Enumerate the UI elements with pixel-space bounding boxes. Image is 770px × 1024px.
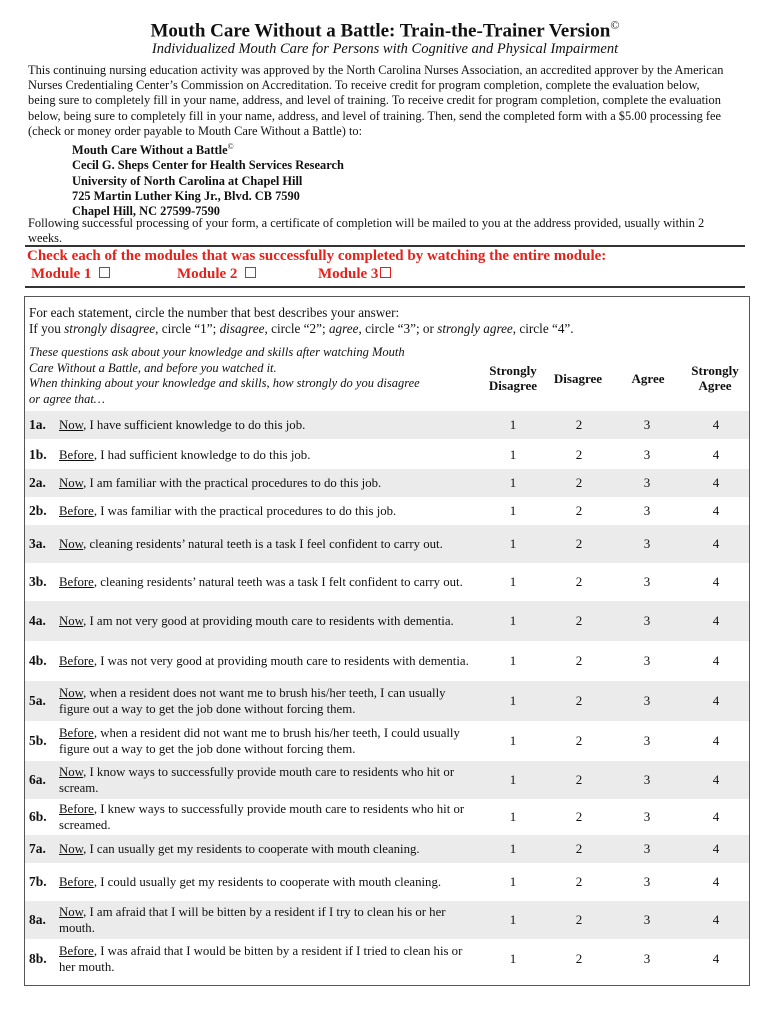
module-2-checkbox[interactable]: Module 2 xyxy=(177,266,256,283)
question-statement: Now, I am afraid that I will be bitten by a resident if I try to clean his or her mouth. xyxy=(59,905,446,935)
rating-option-4[interactable]: 4 xyxy=(712,475,720,490)
rating-option-3[interactable]: 3 xyxy=(643,536,651,551)
rating-option-3[interactable]: 3 xyxy=(643,613,651,628)
question-statement: Before, I was afraid that I would be bitten by a resident if I tried to clean his or her mouth. xyxy=(59,944,463,974)
question-number: 3a. xyxy=(29,536,46,551)
intro-line: being sure to completely fill in your name, address, and level of training. To receive credit for program completion, complete the evaluation xyxy=(28,93,721,108)
question-number: 7b. xyxy=(29,874,47,889)
rating-option-3[interactable]: 3 xyxy=(643,912,651,927)
question-number: 7a. xyxy=(29,841,46,856)
question-number: 1a. xyxy=(29,417,46,432)
rating-option-3[interactable]: 3 xyxy=(643,772,651,787)
question-statement: Before, I had sufficient knowledge to do this job. xyxy=(59,448,311,462)
rating-option-2[interactable]: 2 xyxy=(575,809,583,824)
table-row xyxy=(25,939,749,979)
rating-option-3[interactable]: 3 xyxy=(643,693,651,708)
question-header: These questions ask about your knowledge and skills after watching Mouth Care Without a Battle, and before you watched it. When thinking about your knowledge and skills, how strongly do you disagree or agree that… xyxy=(29,345,420,406)
question-number: 4a. xyxy=(29,613,46,628)
rating-option-3[interactable]: 3 xyxy=(643,475,651,490)
checkbox-icon xyxy=(245,267,256,278)
page-title: Mouth Care Without a Battle: Train-the-Trainer Version© xyxy=(150,18,620,42)
table-row xyxy=(25,601,749,641)
table-row xyxy=(25,441,749,469)
rating-option-4[interactable]: 4 xyxy=(712,503,720,518)
rating-option-1[interactable]: 1 xyxy=(509,772,517,787)
rating-option-2[interactable]: 2 xyxy=(575,475,583,490)
question-number: 5a. xyxy=(29,693,46,708)
rating-option-3[interactable]: 3 xyxy=(643,841,651,856)
address-line: Chapel Hill, NC 27599-7590 xyxy=(72,203,221,218)
rating-option-4[interactable]: 4 xyxy=(712,809,720,824)
checkbox-icon xyxy=(99,267,110,278)
rating-option-3[interactable]: 3 xyxy=(643,417,651,432)
rating-option-4[interactable]: 4 xyxy=(712,951,720,966)
table-row xyxy=(25,901,749,939)
rating-option-2[interactable]: 2 xyxy=(575,613,583,628)
rating-option-1[interactable]: 1 xyxy=(509,693,517,708)
rating-option-2[interactable]: 2 xyxy=(575,951,583,966)
question-statement: Before, cleaning residents’ natural teeth was a task I felt confident to carry out. xyxy=(59,575,463,589)
module-3-checkbox[interactable]: Module 3 xyxy=(318,266,391,283)
question-number: 2a. xyxy=(29,475,46,490)
rating-option-1[interactable]: 1 xyxy=(509,809,517,824)
question-statement: Now, I am not very good at providing mouth care to residents with dementia. xyxy=(59,614,454,628)
question-statement: Now, I have sufficient knowledge to do this job. xyxy=(59,418,306,432)
checkbox-icon xyxy=(380,267,391,278)
table-row xyxy=(25,411,749,439)
column-header-strongly-agree: Strongly Agree xyxy=(691,363,739,393)
intro-line: (check or money order payable to Mouth Care Without a Battle) to: xyxy=(28,123,363,138)
question-number: 8b. xyxy=(29,951,47,966)
column-header-disagree: Disagree xyxy=(553,371,603,386)
rating-option-1[interactable]: 1 xyxy=(509,503,517,518)
rating-option-2[interactable]: 2 xyxy=(575,841,583,856)
question-number: 1b. xyxy=(29,447,47,462)
address-line: 725 Martin Luther King Jr., Blvd. CB 7590 xyxy=(72,188,300,203)
rating-option-4[interactable]: 4 xyxy=(712,772,720,787)
rating-option-2[interactable]: 2 xyxy=(575,574,583,589)
rating-option-2[interactable]: 2 xyxy=(575,693,583,708)
rating-option-4[interactable]: 4 xyxy=(712,874,720,889)
question-statement: Now, I am familiar with the practical procedures to do this job. xyxy=(59,476,382,490)
rating-option-1[interactable]: 1 xyxy=(509,733,517,748)
rating-option-2[interactable]: 2 xyxy=(575,772,583,787)
survey-table xyxy=(24,296,750,986)
divider xyxy=(25,245,745,247)
intro-paragraph xyxy=(28,63,748,139)
rating-option-2[interactable]: 2 xyxy=(575,653,583,668)
rating-option-1[interactable]: 1 xyxy=(509,447,517,462)
rating-option-3[interactable]: 3 xyxy=(643,574,651,589)
question-statement: Before, I was not very good at providing mouth care to residents with dementia. xyxy=(59,654,469,668)
question-statement: Before, I could usually get my residents to cooperate with mouth cleaning. xyxy=(59,875,442,889)
rating-option-4[interactable]: 4 xyxy=(712,693,720,708)
rating-option-2[interactable]: 2 xyxy=(575,733,583,748)
rating-option-2[interactable]: 2 xyxy=(575,447,583,462)
rating-option-1[interactable]: 1 xyxy=(509,951,517,966)
question-statement: Now, when a resident does not want me to brush his/her teeth, I can usually figure out a way to get the job done without forcing them. xyxy=(59,686,446,716)
table-row xyxy=(25,497,749,525)
rating-option-2[interactable]: 2 xyxy=(575,503,583,518)
mailing-address xyxy=(72,139,344,219)
table-row xyxy=(25,799,749,835)
page-subtitle: Individualized Mouth Care for Persons with Cognitive and Physical Impairment xyxy=(151,41,619,57)
question-number: 6b. xyxy=(29,809,47,824)
following-paragraph: Following successful processing of your form, a certificate of completion will be mailed to you at the address provided, usually within 2 weeks. xyxy=(28,216,705,246)
rating-option-1[interactable]: 1 xyxy=(509,653,517,668)
table-row xyxy=(25,721,749,761)
question-number: 4b. xyxy=(29,653,47,668)
instructions: For each statement, circle the number that best describes your answer: If you strongly disagree, circle “1”; disagree, circle “2”; agree, circle “3”; or strongly agree, circle “4”. xyxy=(29,305,574,336)
rating-option-1[interactable]: 1 xyxy=(509,417,517,432)
rating-option-4[interactable]: 4 xyxy=(712,447,720,462)
intro-line: below, being sure to completely fill in your name, address, and level of training. Then, send the completed form with a $5.00 processing fee xyxy=(28,108,721,123)
table-row xyxy=(25,525,749,563)
question-statement: Now, cleaning residents’ natural teeth is a task I feel confident to carry out. xyxy=(59,537,443,551)
rating-option-2[interactable]: 2 xyxy=(575,912,583,927)
table-row xyxy=(25,761,749,799)
rating-option-3[interactable]: 3 xyxy=(643,733,651,748)
column-header-agree: Agree xyxy=(631,371,665,386)
rating-option-1[interactable]: 1 xyxy=(509,912,517,927)
question-statement: Now, I can usually get my residents to cooperate with mouth cleaning. xyxy=(59,842,420,856)
table-row xyxy=(25,863,749,901)
rating-option-2[interactable]: 2 xyxy=(575,536,583,551)
rating-option-4[interactable]: 4 xyxy=(712,613,720,628)
table-row xyxy=(25,681,749,721)
table-row xyxy=(25,835,749,863)
rating-option-4[interactable]: 4 xyxy=(712,417,720,432)
question-statement: Before, I knew ways to successfully provide mouth care to residents who hit or screamed. xyxy=(59,802,465,832)
rating-option-4[interactable]: 4 xyxy=(712,841,720,856)
table-row xyxy=(25,469,749,497)
rating-option-3[interactable]: 3 xyxy=(643,447,651,462)
question-number: 5b. xyxy=(29,733,47,748)
rating-option-2[interactable]: 2 xyxy=(575,874,583,889)
address-line: University of North Carolina at Chapel Hill xyxy=(72,173,303,188)
rating-option-4[interactable]: 4 xyxy=(712,653,720,668)
rating-option-1[interactable]: 1 xyxy=(509,475,517,490)
module-check-heading: Check each of the modules that was successfully completed by watching the entire module: xyxy=(27,248,607,264)
rating-option-1[interactable]: 1 xyxy=(509,574,517,589)
question-statement: Now, I know ways to successfully provide mouth care to residents who hit or scream. xyxy=(59,765,455,795)
rating-option-1[interactable]: 1 xyxy=(509,874,517,889)
rating-option-4[interactable]: 4 xyxy=(712,574,720,589)
address-line: Cecil G. Sheps Center for Health Services Research xyxy=(72,158,344,173)
rating-option-4[interactable]: 4 xyxy=(712,733,720,748)
column-header-strongly-disagree: Strongly Disagree xyxy=(488,363,538,393)
intro-line: This continuing nursing education activity was approved by the North Carolina Nurses Association, an accredited approver by the American xyxy=(28,63,724,77)
rating-option-3[interactable]: 3 xyxy=(643,874,651,889)
rating-option-4[interactable]: 4 xyxy=(712,536,720,551)
rating-option-1[interactable]: 1 xyxy=(509,613,517,628)
question-statement: Before, when a resident did not want me to brush his/her teeth, I could usually figure out a way to get the job done without forcing them. xyxy=(59,726,460,756)
question-number: 6a. xyxy=(29,772,46,787)
rating-option-1[interactable]: 1 xyxy=(509,536,517,551)
rating-option-1[interactable]: 1 xyxy=(509,841,517,856)
rating-option-3[interactable]: 3 xyxy=(643,951,651,966)
rating-option-4[interactable]: 4 xyxy=(712,912,720,927)
question-number: 8a. xyxy=(29,912,46,927)
rating-option-3[interactable]: 3 xyxy=(643,503,651,518)
address-line: Mouth Care Without a Battle© xyxy=(72,142,234,158)
question-number: 3b. xyxy=(29,574,47,589)
intro-line: Nurses Credentialing Center’s Commission on Accreditation. To receive credit for program completion, complete the evaluation below, xyxy=(28,78,700,93)
rating-option-3[interactable]: 3 xyxy=(643,809,651,824)
rating-option-3[interactable]: 3 xyxy=(643,653,651,668)
module-1-checkbox[interactable]: Module 1 xyxy=(31,266,110,283)
divider xyxy=(25,286,745,288)
table-row xyxy=(25,563,749,601)
table-row xyxy=(25,641,749,681)
question-statement: Before, I was familiar with the practical procedures to do this job. xyxy=(59,504,397,518)
question-number: 2b. xyxy=(29,503,47,518)
rating-option-2[interactable]: 2 xyxy=(575,417,583,432)
